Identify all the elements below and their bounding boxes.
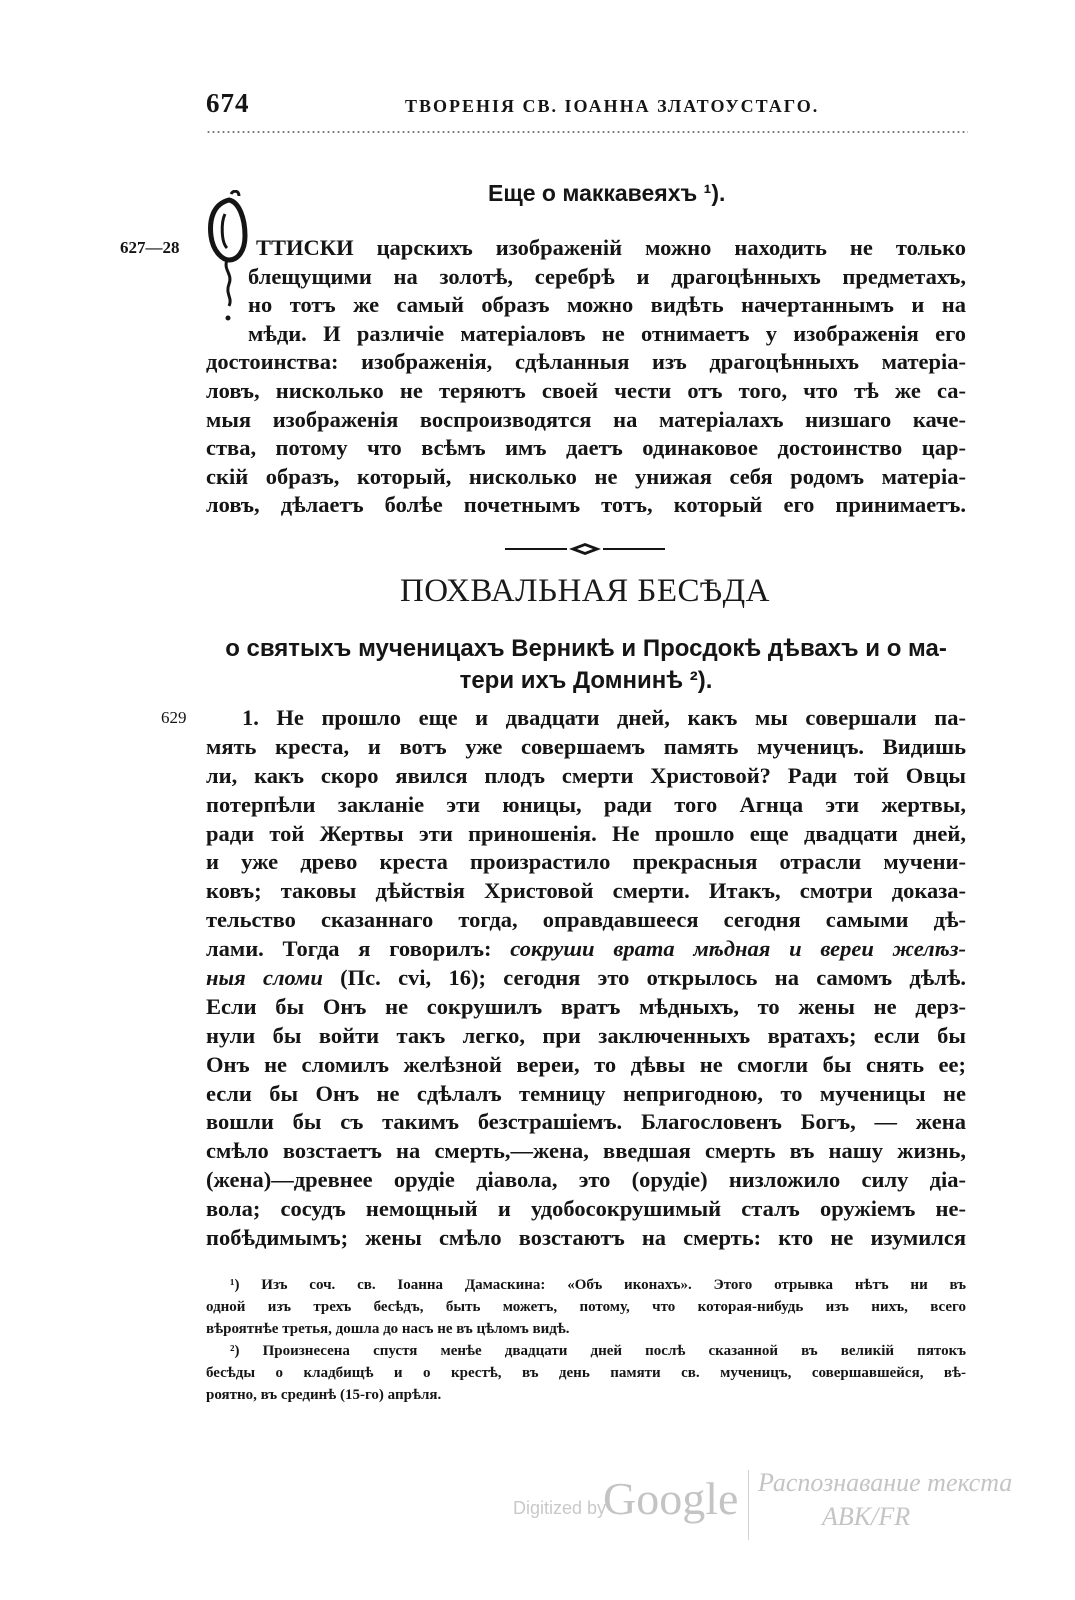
footnote-line: ²) Произнесена спустя менѣе двадцати дней послѣ сказанной въ великій пятокъ <box>230 1343 966 1359</box>
text-line: мыя изображенія воспроизводятся на матеріалахъ низшаго каче- <box>206 406 966 432</box>
footnote-line: одной изъ трехъ бесѣдъ, быть можетъ, потому, что которая-нибудь изъ нихъ, всего <box>206 1299 966 1315</box>
section1-body <box>206 234 966 520</box>
section-divider-ornament <box>505 543 665 555</box>
text-line: вошли бы съ такимъ безстрашіемъ. Благословенъ Богъ, — жена <box>206 1109 966 1135</box>
page-number: 674 <box>206 88 250 118</box>
watermark-google-logo: Google <box>603 1473 739 1524</box>
text-line: Если бы Онъ не сокрушилъ вратъ мѣдныхъ, то жены не дерз- <box>206 993 966 1019</box>
footnote-line: вѣроятнѣе третья, дошла до насъ не въ цѣломъ видѣ. <box>206 1321 570 1337</box>
text-line: побѣдимымъ; жены смѣло возстаютъ на смерть: кто не изумился <box>206 1225 966 1251</box>
text-line: блещущими на золотѣ, серебрѣ и драгоцѣнныхъ предметахъ, <box>248 263 966 289</box>
text-line: (жена)—древнее орудіе діавола, это (орудіе) низложило силу діа- <box>206 1167 966 1193</box>
text-line: ловъ, дѣлаетъ болѣе почетнымъ тотъ, который его принимаетъ. <box>206 492 966 518</box>
header-rule <box>206 130 968 134</box>
text-line: 1. Не прошло еще и двадцати дней, какъ мы совершали па- <box>242 705 966 730</box>
text-line: ловъ, нисколько не теряютъ своей чести отъ того, что тѣ же са- <box>206 377 966 403</box>
scripture-quote: сокруши врата мѣдная и вереи желѣз- <box>510 936 966 962</box>
section2-subtitle <box>206 633 966 697</box>
text-line: потерпѣли закланіе эти юницы, ради того Агнца эти жертвы, <box>206 791 966 817</box>
text-line: ли, какъ скоро явился плодъ смерти Христовой? Ради той Овцы <box>206 762 966 788</box>
text-line <box>206 935 966 964</box>
text-line: нули бы войти такъ легко, при заключенныхъ вратахъ; если бы <box>206 1022 966 1048</box>
footnotes <box>206 1274 966 1406</box>
watermark-digitized-by: Digitized by <box>513 1498 607 1518</box>
subtitle-line: о святыхъ мученицахъ Верникѣ и Просдокѣ дѣвахъ и о ма- <box>225 635 947 662</box>
text-line: но тотъ же самый образъ можно видѣть начертаннымъ и на <box>248 292 966 318</box>
watermark-ocr-label: Распознавание текста <box>758 1468 1013 1497</box>
text-line: тельство сказаннаго тогда, оправдавшееся сегодня самыми дѣ- <box>206 907 966 933</box>
text-line: вола; сосудъ немощный и удобосокрушимый сталъ оружіемъ не- <box>206 1196 966 1222</box>
text-line: достоинства: изображенія, сдѣланныя изъ драгоцѣнныхъ матеріа- <box>206 349 966 375</box>
section1-title: Еще о маккавеяхъ ¹). <box>488 180 726 206</box>
text-line: ТТИСКИ царскихъ изображеній можно находить не только <box>256 235 966 260</box>
text-line <box>206 964 966 993</box>
footnote-line: бесѣды о кладбищѣ и о крестѣ, въ день памяти св. мученицъ, совершавшейся, вѣ- <box>206 1365 966 1381</box>
text-line: мять креста, и вотъ уже совершаемъ память мученицъ. Видишь <box>206 733 966 759</box>
text-line: мѣди. И различіе матеріаловъ не отнимаетъ у изображенія его <box>248 320 966 346</box>
text-line: смѣло возстаетъ на смерть,—жена, введшая смерть въ нашу жизнь, <box>206 1138 966 1164</box>
text-line: Онъ не сломилъ желѣзной вереи, то дѣвы не смогли бы снять ее; <box>206 1051 966 1077</box>
text-line: ства, потому что всѣмъ имъ даетъ одинаковое достоинство цар- <box>206 435 966 461</box>
text-line: и уже древо креста произрастило прекрасныя отрасли мучени- <box>206 849 966 875</box>
text-line: скій образъ, который, нисколько не унижая себя родомъ матеріа- <box>206 463 966 489</box>
section1-margin-ref: 627—28 <box>120 238 180 257</box>
text-line: ради той Жертвы эти приношенія. Не прошло еще двадцати дней, <box>206 820 966 846</box>
text-line: ковъ; таковы дѣйствія Христовой смерти. Итакъ, смотри доказа- <box>206 878 966 904</box>
watermark-separator <box>748 1470 749 1540</box>
footnote-line: роятно, въ срединѣ (15-го) апрѣля. <box>206 1387 442 1403</box>
subtitle-line: тери ихъ Домнинѣ ²). <box>459 667 713 694</box>
text-run: (Пс. cvi, 16); сегодня это открылось на самомъ дѣлѣ. <box>322 965 966 991</box>
running-title: ТВОРЕНІЯ СВ. ІОАННА ЗЛАТОУСТАГО. <box>405 96 820 116</box>
text-line: если бы Онъ не сдѣлалъ темницу непригодною, то мученицы не <box>206 1080 966 1106</box>
section2-margin-ref: 629 <box>161 708 187 727</box>
watermark-ocr-author: ABK/FR <box>822 1502 911 1531</box>
scripture-quote: ныя сломи <box>206 965 323 991</box>
section2-title: ПОХВАЛЬНАЯ БЕСѢДА <box>399 573 771 609</box>
footnote-line: ¹) Изъ соч. св. Іоанна Дамаскина: «Объ иконахъ». Этого отрывка нѣтъ ни въ <box>230 1277 966 1293</box>
section2-body <box>206 704 966 1253</box>
text-run: лами. Тогда я говорилъ: <box>206 936 511 962</box>
footnote-rule <box>206 1262 966 1263</box>
